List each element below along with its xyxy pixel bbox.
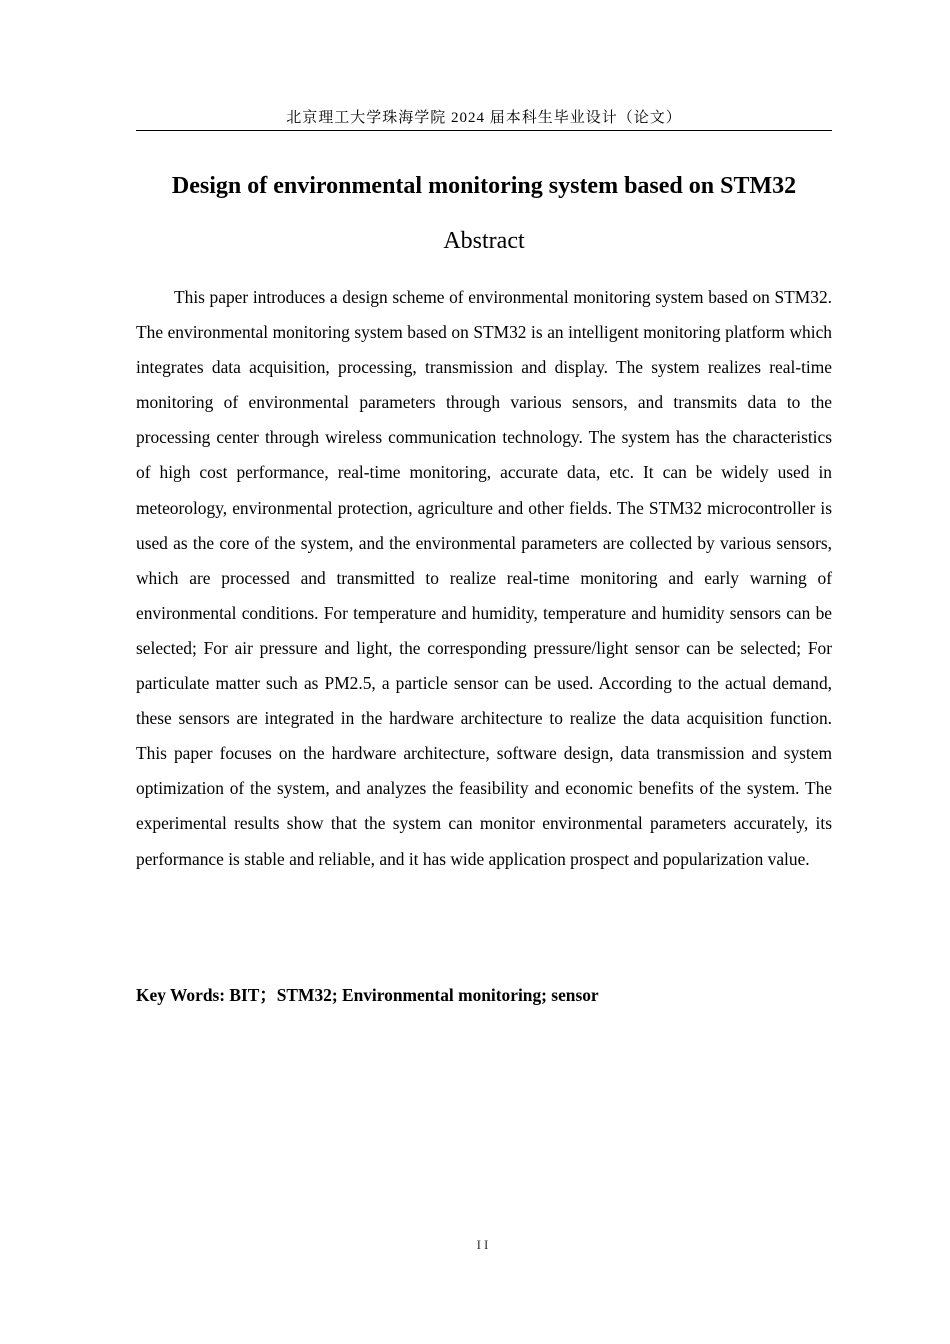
page-number: II [476,1237,492,1252]
abstract-paragraph: This paper introduces a design scheme of environmental monitoring system based on STM32. The environmental monitoring system based on STM32 is an intelligent monitoring platform which integrates data acquisition, processing, transmission and display. The system realizes real-time monitoring of environmental parameters through various sensors, and transmits data to the processing center through wireless communication technology. The system has the characteristics of high cost performance, real-time monitoring, accurate data, etc. It can be widely used in meteorology, environmental protection, agriculture and other fields. The STM32 microcontroller is used as the core of the system, and the environmental parameters are collected by various sensors, which are processed and transmitted to realize real-time monitoring and early warning of environmental conditions. For temperature and humidity, temperature and humidity sensors can be selected; For air pressure and light, the corresponding pressure/light sensor can be selected; For particulate matter such as PM2.5, a particle sensor can be used. According to the actual demand, these sensors are integrated in the hardware architecture to realize the data acquisition function. This paper focuses on the hardware architecture, software design, data transmission and system optimization of the system, and analyzes the feasibility and economic benefits of the system. The experimental results show that the system can monitor environmental parameters accurately, its performance is stable and reliable, and it has wide application prospect and popularization value. [136,287,832,869]
running-header: 北京理工大学珠海学院 2024 届本科生毕业设计（论文） [286,110,682,126]
paper-title: Design of environmental monitoring system based on STM32 [171,173,797,199]
header-divider [136,130,832,131]
keywords-line: Key Words: BIT；STM32; Environmental monitoring; sensor [136,985,599,1005]
abstract-heading: Abstract [443,228,525,254]
